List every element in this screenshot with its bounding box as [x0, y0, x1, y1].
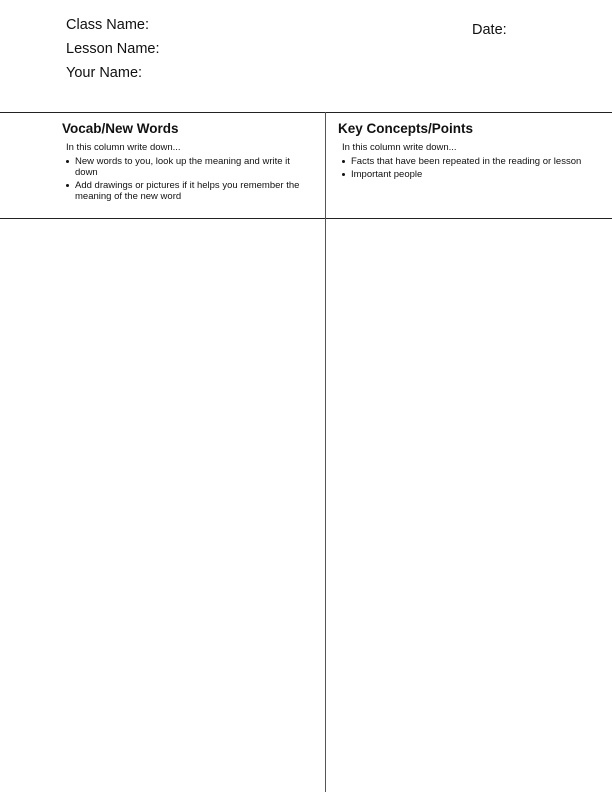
date-label: Date: — [472, 22, 507, 38]
class-name-label: Class Name: — [66, 17, 149, 33]
column-header-divider — [0, 218, 612, 219]
your-name-label: Your Name: — [66, 65, 143, 81]
list-item: Important people — [342, 169, 588, 180]
vocab-column-header — [62, 119, 302, 204]
lesson-name-label: Lesson Name: — [66, 41, 160, 57]
top-divider — [0, 112, 612, 113]
vocab-column-title: Vocab/New Words — [62, 121, 179, 136]
concepts-column-intro: In this column write down... — [342, 142, 457, 153]
concepts-column-header — [338, 119, 588, 182]
list-item: Add drawings or pictures if it helps you remember the meaning of the new word — [66, 180, 302, 202]
vocab-column-list — [62, 156, 302, 202]
concepts-column-list — [338, 156, 588, 180]
list-item: Facts that have been repeated in the reading or lesson — [342, 156, 588, 167]
vocab-column-intro: In this column write down... — [66, 142, 181, 153]
column-divider — [325, 112, 326, 792]
concepts-column-title: Key Concepts/Points — [338, 121, 474, 136]
list-item: New words to you, look up the meaning and write it down — [66, 156, 302, 178]
